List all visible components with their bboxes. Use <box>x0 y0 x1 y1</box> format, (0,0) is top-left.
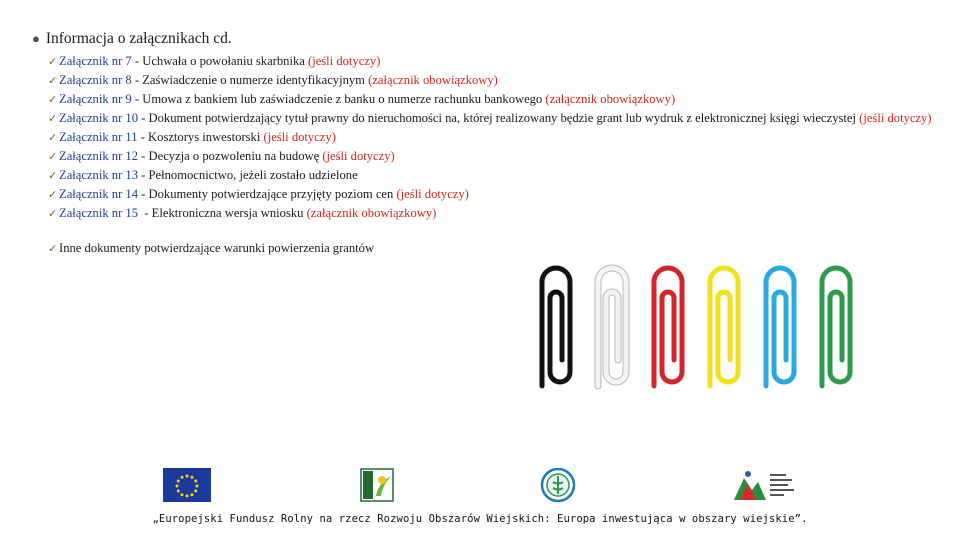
checkmark-icon: ✓ <box>48 56 58 68</box>
paper-clip-green <box>822 268 850 386</box>
list-item <box>48 52 948 71</box>
item-text: - Dokumenty potwierdzające przyjęty poziom cen <box>138 187 397 201</box>
item-text: - Dokument potwierdzający tytuł prawny do nieruchomości na, której realizowany będzie grant lub wydruk z elektronicznej księgi wieczystej <box>138 111 860 125</box>
item-label: Załącznik nr 14 <box>59 187 139 201</box>
item-text: Inne dokumenty potwierdzające warunki powierzenia grantów <box>59 241 375 255</box>
bullet-icon: ● <box>32 31 40 46</box>
heading-text: Informacja o załącznikach cd. <box>45 30 232 47</box>
item-label: Załącznik nr 8 <box>59 73 132 87</box>
list-item-other-documents <box>48 239 948 258</box>
checkmark-icon: ✓ <box>48 170 58 182</box>
leader-logo <box>360 468 394 502</box>
item-text: - Elektroniczna wersja wniosku <box>138 206 307 220</box>
item-text: - Decyzja o pozwoleniu na budowę <box>138 149 323 163</box>
paper-clip-yellow <box>710 268 738 386</box>
checkmark-icon: ✓ <box>48 113 58 125</box>
paper-clip-red <box>654 268 682 386</box>
item-text: - Pełnomocnictwo, jeżeli zostało udzielone <box>138 168 358 182</box>
prow-logo <box>730 468 798 502</box>
item-note: (jeśli dotyczy) <box>263 130 336 144</box>
paper-clip-black <box>542 268 570 386</box>
item-label: Załącznik nr 7 <box>59 54 132 68</box>
checkmark-icon: ✓ <box>48 243 58 255</box>
item-note: (załącznik obowiązkowy) <box>368 73 498 87</box>
list-item <box>48 147 948 166</box>
item-label: Załącznik nr 11 <box>59 130 138 144</box>
item-note: (jeśli dotyczy) <box>308 54 381 68</box>
item-text: - Kosztorys inwestorski <box>137 130 264 144</box>
list-item <box>48 166 948 185</box>
item-label: Załącznik nr 12 <box>59 149 139 163</box>
logo-strip <box>0 468 960 508</box>
item-note: (załącznik obowiązkowy) <box>306 206 437 220</box>
list-item <box>48 71 948 90</box>
item-text: - Zaświadczenie o numerze identyfikacyjnym <box>131 73 369 87</box>
item-text: - Umowa z bankiem lub zaświadczenie z banku o numerze rachunku bankowego <box>131 92 546 106</box>
item-label: Załącznik nr 9 <box>59 92 132 106</box>
item-note: (jeśli dotyczy) <box>396 187 469 201</box>
item-label: Załącznik nr 15 <box>59 206 139 220</box>
checkmark-icon: ✓ <box>48 132 58 144</box>
footer-caption: „Europejski Fundusz Rolny na rzecz Rozwoju Obszarów Wiejskich: Europa inwestująca w obszary wiejskie”. <box>152 513 808 525</box>
lgd-round-logo <box>540 468 576 502</box>
paper-clip-white <box>598 268 626 386</box>
item-note: (jeśli dotyczy) <box>859 111 932 125</box>
checkmark-icon: ✓ <box>48 151 58 163</box>
slide-heading <box>32 30 232 48</box>
checkmark-icon: ✓ <box>48 189 58 201</box>
paper-clips-image <box>522 262 864 392</box>
item-label: Załącznik nr 13 <box>59 168 139 182</box>
eu-flag-logo <box>163 468 211 502</box>
list-item <box>48 204 948 223</box>
list-item <box>48 109 948 128</box>
attachment-list <box>48 52 948 258</box>
checkmark-icon: ✓ <box>48 75 58 87</box>
item-text: - Uchwała o powołaniu skarbnika <box>131 54 308 68</box>
checkmark-icon: ✓ <box>48 208 58 220</box>
item-note: (jeśli dotyczy) <box>322 149 395 163</box>
item-label: Załącznik nr 10 <box>59 111 139 125</box>
list-item <box>48 90 948 109</box>
list-item <box>48 128 948 147</box>
checkmark-icon: ✓ <box>48 94 58 106</box>
paper-clip-blue <box>766 268 794 386</box>
list-item <box>48 185 948 204</box>
item-note: (załącznik obowiązkowy) <box>545 92 676 106</box>
